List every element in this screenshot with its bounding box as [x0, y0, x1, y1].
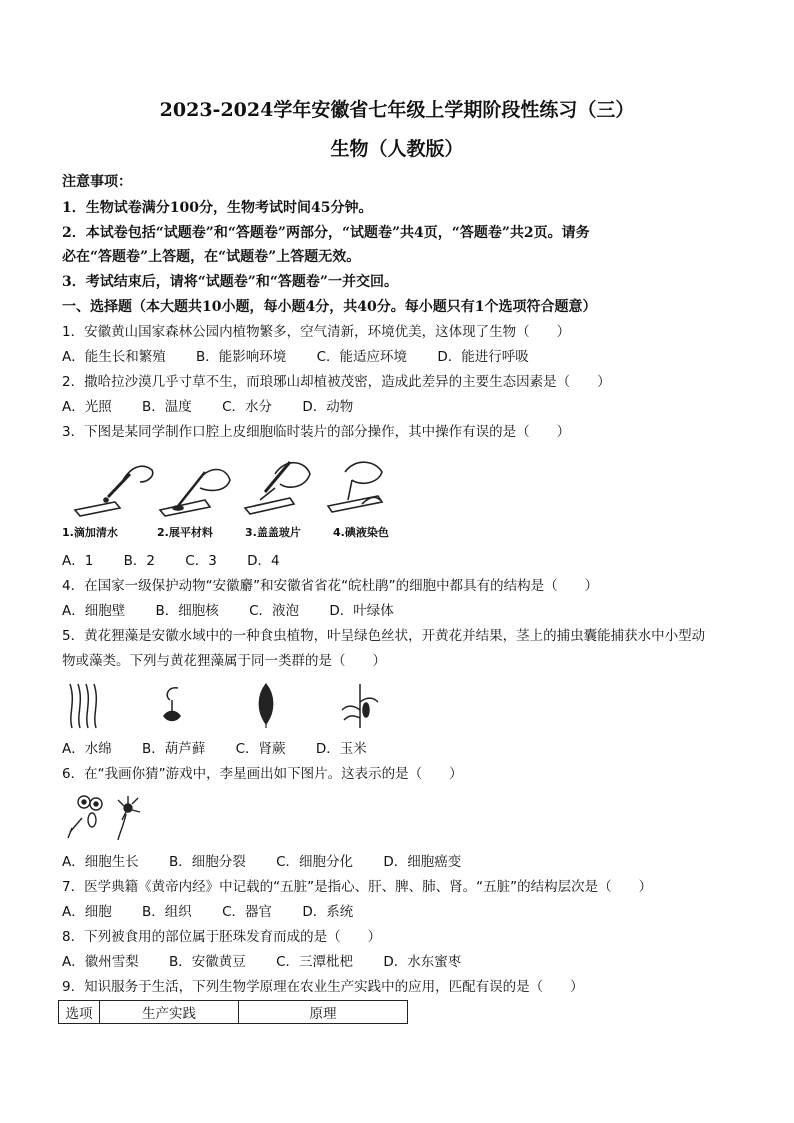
question-6-options: [62, 852, 734, 872]
question-4-stem: 4．在国家一级保护动物“安徽麝”和安徽省省花“皖杜鹃”的细胞中都具有的结构是（ ）: [62, 578, 599, 594]
notes-heading: 注意事项：: [62, 174, 132, 190]
option-c[interactable]: C．水分: [222, 399, 273, 415]
question-9-stem: 9．知识服务于生活，下列生物学原理在农业生产实践中的应用，匹配有误的是（ ）: [62, 979, 584, 995]
question-8-stem: 8．下列被食用的部位属于胚珠发育而成的是（ ）: [62, 929, 382, 945]
note-1: 1．生物试卷满分100分，生物考试时间45分钟。: [62, 200, 373, 216]
option-c[interactable]: C．液泡: [249, 603, 300, 619]
cell-drawing-figure: [62, 792, 152, 844]
option-c[interactable]: C．三潭枇杷: [276, 954, 354, 970]
option-a[interactable]: A．光照: [62, 399, 112, 415]
option-a[interactable]: A．细胞生长: [62, 854, 139, 870]
option-d[interactable]: D．能进行呼吸: [437, 349, 529, 365]
option-c[interactable]: C．细胞分化: [276, 854, 354, 870]
question-5-options: [62, 739, 734, 759]
question-5-stem-cont: 物或藻类。下列与黄花狸藻属于同一类群的是（ ）: [62, 653, 386, 669]
table-header-row: [59, 1001, 408, 1024]
corn-icon: [342, 684, 378, 728]
table-header-cell: 生产实践: [100, 1001, 239, 1024]
spirogyra-icon: [70, 684, 96, 728]
table-header-cell: 原理: [239, 1001, 408, 1024]
exam-title: 2023-2024学年安徽省七年级上学期阶段性练习（三）: [159, 99, 635, 121]
option-b[interactable]: B．细胞分裂: [169, 854, 246, 870]
option-d[interactable]: D．动物: [302, 399, 354, 415]
option-c[interactable]: C．器官: [222, 904, 273, 920]
step4-iodine-stain-icon: [328, 462, 382, 512]
exam-subtitle: 生物（人教版）: [330, 138, 464, 160]
step2-spread-material-icon: [160, 470, 230, 517]
question-9-table: [58, 1000, 408, 1024]
option-b[interactable]: B．葫芦藓: [142, 741, 206, 757]
option-b[interactable]: B．温度: [142, 399, 192, 415]
plant-figures: [60, 680, 390, 730]
option-d[interactable]: D．水东蜜枣: [383, 954, 462, 970]
question-2-stem: 2．撒哈拉沙漠几乎寸草不生，而琅琊山却植被茂密，造成此差异的主要生态因素是（ ）: [62, 374, 611, 390]
option-a[interactable]: A．细胞: [62, 904, 112, 920]
step4-caption: 4.碘液染色: [333, 526, 389, 539]
question-1-stem: 1．安徽黄山国家森林公园内植物繁多，空气清新，环境优美，这体现了生物（ ）: [62, 324, 571, 340]
question-7-stem: 7．医学典籍《黄帝内经》中记载的“五脏”是指心、肝、脾、肺、肾。“五脏”的结构层次是（ ）: [62, 879, 653, 895]
question-1-options: [62, 347, 734, 367]
step2-caption: 2.展平材料: [157, 526, 213, 539]
question-3-options: [62, 551, 734, 571]
option-b[interactable]: B．细胞核: [155, 603, 219, 619]
note-2-cont: 必在“答题卷”上答题，在“试题卷”上答题无效。: [62, 249, 361, 265]
option-d[interactable]: D．细胞癌变: [383, 854, 462, 870]
fern-icon: [259, 684, 273, 728]
option-d[interactable]: D．叶绿体: [329, 603, 394, 619]
option-a[interactable]: A．1: [62, 553, 94, 569]
option-b[interactable]: B．能影响环境: [196, 349, 287, 365]
option-b[interactable]: B．安徽黄豆: [169, 954, 246, 970]
question-8-options: [62, 952, 734, 972]
question-3-stem: 3．下图是某同学制作口腔上皮细胞临时装片的部分操作，其中操作有误的是（ ）: [62, 424, 571, 440]
note-2: 2．本试卷包括“试题卷”和“答题卷”两部分，“试题卷”共4页，“答题卷”共2页。请务: [62, 225, 590, 241]
step3-cover-slip-icon: [245, 462, 310, 514]
step1-drop-water-icon: [75, 466, 153, 516]
section-heading: 一、选择题（本大题共10小题，每小题4分，共40分。每小题只有1个选项符合题意）: [62, 299, 597, 315]
question-7-options: [62, 902, 734, 922]
option-a[interactable]: A．能生长和繁殖: [62, 349, 166, 365]
question-5-stem: 5．黄花狸藻是安徽水域中的一种食虫植物，叶呈绿色丝状，开黄花并结果，茎上的捕虫囊能捕获水中小型动: [62, 628, 706, 644]
option-a[interactable]: A．徽州雪梨: [62, 954, 139, 970]
option-a[interactable]: A．细胞壁: [62, 603, 126, 619]
question-4-options: [62, 601, 734, 621]
option-c[interactable]: C．3: [185, 553, 217, 569]
option-c[interactable]: C．能适应环境: [316, 349, 408, 365]
step1-caption: 1.滴加清水: [62, 526, 118, 539]
option-c[interactable]: C．肾蕨: [235, 741, 286, 757]
option-a[interactable]: A．水绵: [62, 741, 112, 757]
table-header-cell: 选项: [59, 1001, 100, 1024]
option-d[interactable]: D．玉米: [315, 741, 367, 757]
option-b[interactable]: B．组织: [142, 904, 192, 920]
slide-steps-figure: [60, 452, 400, 522]
option-d[interactable]: D．4: [247, 553, 280, 569]
neuron-icon: [118, 796, 140, 840]
cell-cluster-icon: [68, 796, 102, 838]
step3-caption: 3.盖盖玻片: [245, 526, 301, 539]
option-b[interactable]: B．2: [123, 553, 155, 569]
note-3: 3．考试结束后，请将“试题卷”和“答题卷”一并交回。: [62, 274, 398, 290]
moss-icon: [164, 688, 180, 721]
option-d[interactable]: D．系统: [302, 904, 354, 920]
question-6-stem: 6．在“我画你猜”游戏中，李星画出如下图片。这表示的是（ ）: [62, 766, 463, 782]
question-2-options: [62, 397, 734, 417]
